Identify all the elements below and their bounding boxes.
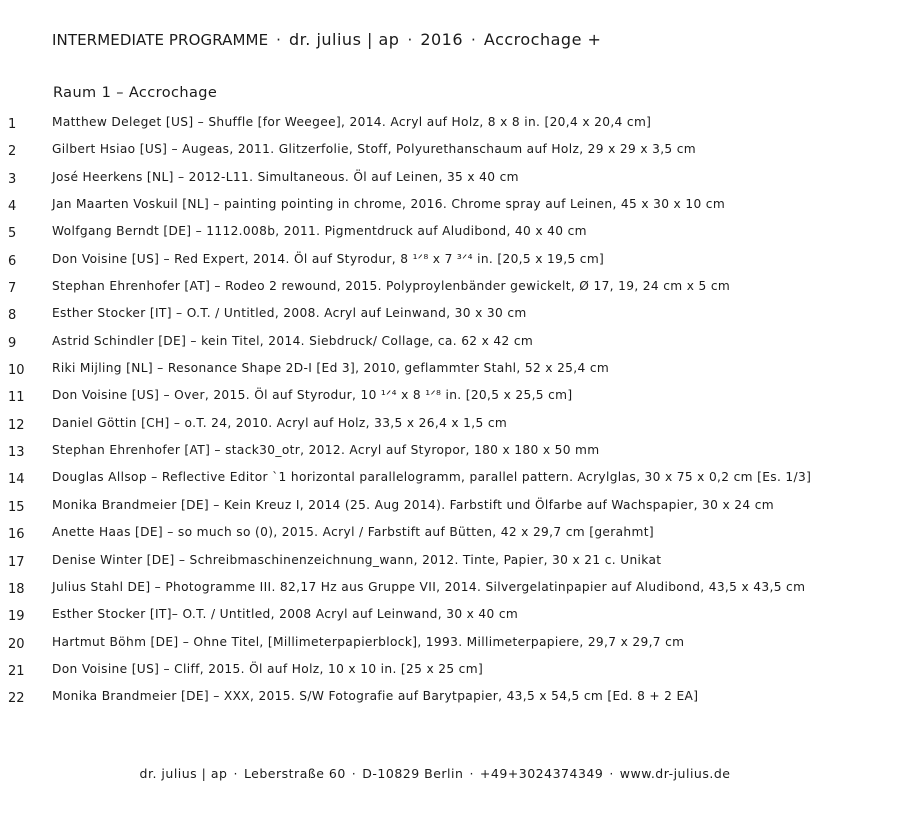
item-text: Don Voisine [US] – Over, 2015. Öl auf Styrodur, 10 ¹ᐟ⁴ x 8 ¹ᐟ⁸ in. [20,5 x 25,5 cm] — [52, 388, 573, 403]
item-text: Douglas Allsop – Reflective Editor `1 horizontal parallelogramm, parallel pattern. Acrylglas, 30 x 75 x 0,2 cm [Es. 1/3] — [52, 470, 812, 485]
footer-website: www.dr-julius.de — [619, 766, 731, 781]
item-number: 11 — [8, 390, 25, 406]
item-number: 13 — [8, 445, 25, 461]
item-number: 5 — [8, 226, 17, 242]
item-text: Gilbert Hsiao [US] – Augeas, 2011. Glitzerfolie, Stoff, Polyurethanschaum auf Holz, 29 x 29 x 3,5 cm — [52, 142, 697, 157]
item-number: 8 — [8, 308, 17, 324]
item-number: 2 — [8, 144, 17, 160]
list-item — [0, 168, 900, 195]
item-text: Daniel Göttin [CH] – o.T. 24, 2010. Acryl auf Holz, 33,5 x 26,4 x 1,5 cm — [52, 415, 508, 430]
section-title: Raum 1 – Accrochage — [53, 85, 218, 101]
list-item — [0, 468, 900, 495]
list-item — [0, 250, 900, 277]
list-item — [0, 332, 900, 359]
list-item — [0, 195, 900, 222]
item-number: 9 — [8, 335, 17, 351]
item-text: Julius Stahl DE] – Photogramme III. 82,17 Hz aus Gruppe VII, 2014. Silvergelatinpapier auf Aludibond, 43,5 x 43,5 cm — [52, 579, 806, 594]
list-item — [0, 605, 900, 632]
item-number: 6 — [8, 253, 17, 269]
item-text: Wolfgang Berndt [DE] – 1112.008b, 2011. Pigmentdruck auf Aludibond, 40 x 40 cm — [52, 224, 587, 239]
item-number: 1 — [8, 117, 17, 132]
item-text: Jan Maarten Voskuil [NL] – painting pointing in chrome, 2016. Chrome spray auf Leinen, 45 x 30 x 10 cm — [52, 197, 726, 212]
item-number: 22 — [8, 691, 25, 707]
item-number: 20 — [8, 636, 25, 652]
page-header — [52, 30, 601, 49]
page-footer — [0, 766, 870, 781]
list-item — [0, 551, 900, 578]
item-text: José Heerkens [NL] – 2012-L11. Simultaneous. Öl auf Leinen, 35 x 40 cm — [52, 169, 519, 184]
item-text: Stephan Ehrenhofer [AT] – stack30_otr, 2012. Acryl auf Styropor, 180 x 180 x 50 mm — [52, 443, 600, 458]
list-item — [0, 687, 900, 714]
footer-brand: dr. julius | ap — [139, 766, 228, 781]
event-label: Accrochage + — [483, 30, 602, 49]
item-number: 14 — [8, 472, 25, 488]
item-text: Esther Stocker [IT] – O.T. / Untitled, 2008. Acryl auf Leinwand, 30 x 30 cm — [52, 306, 527, 321]
footer-separator: · — [351, 766, 357, 781]
header-separator: · — [407, 31, 413, 49]
footer-separator: · — [233, 766, 238, 781]
program-label: INTERMEDIATE PROGRAMME — [52, 31, 269, 49]
list-item — [0, 304, 900, 331]
list-item — [0, 578, 900, 605]
list-item — [0, 277, 900, 304]
year-label: 2016 — [420, 30, 464, 49]
list-item — [0, 496, 900, 523]
item-number: 17 — [8, 554, 25, 570]
footer-separator: · — [469, 766, 474, 781]
item-number: 10 — [8, 363, 25, 379]
list-item — [0, 523, 900, 550]
item-number: 3 — [8, 171, 17, 187]
item-text: Don Voisine [US] – Cliff, 2015. Öl auf Holz, 10 x 10 in. [25 x 25 cm] — [52, 661, 484, 676]
footer-phone: +49+3024374349 — [479, 766, 604, 781]
list-item — [0, 441, 900, 468]
list-item — [0, 113, 900, 140]
list-item — [0, 222, 900, 249]
header-separator: · — [276, 31, 282, 49]
item-number: 12 — [8, 417, 25, 433]
footer-separator: · — [609, 766, 614, 781]
item-text: Matthew Deleget [US] – Shuffle [for Weegee], 2014. Acryl auf Holz, 8 x 8 in. [20,4 x 20,4 cm] — [52, 115, 652, 129]
brand-name: dr. julius | ap — [289, 30, 400, 49]
item-text: Esther Stocker [IT]– O.T. / Untitled, 2008 Acryl auf Leinwand, 30 x 40 cm — [52, 607, 519, 622]
item-number: 7 — [8, 281, 17, 297]
list-item — [0, 633, 900, 660]
item-text: Hartmut Böhm [DE] – Ohne Titel, [Millimeterpapierblock], 1993. Millimeterpapiere, 29,7 x 29,7 cm — [52, 634, 685, 649]
footer-city: D-10829 Berlin — [362, 766, 464, 781]
footer-street: Leberstraße 60 — [243, 766, 346, 781]
item-text: Stephan Ehrenhofer [AT] – Rodeo 2 rewound, 2015. Polyproylenbänder gewickelt, Ø 17, 19, 24 cm x 5 cm — [52, 279, 731, 294]
item-number: 16 — [8, 527, 25, 543]
artwork-list — [0, 113, 900, 715]
item-text: Astrid Schindler [DE] – kein Titel, 2014. Siebdruck/ Collage, ca. 62 x 42 cm — [52, 333, 534, 348]
list-item — [0, 386, 900, 413]
item-text: Denise Winter [DE] – Schreibmaschinenzeichnung_wann, 2012. Tinte, Papier, 30 x 21 c. Unikat — [52, 552, 662, 567]
item-text: Monika Brandmeier [DE] – XXX, 2015. S/W Fotografie auf Barytpapier, 43,5 x 54,5 cm [Ed. 8 + 2 EA] — [52, 689, 699, 704]
list-item — [0, 660, 900, 687]
item-number: 19 — [8, 609, 25, 625]
item-number: 18 — [8, 581, 25, 597]
list-item — [0, 359, 900, 386]
item-number: 4 — [8, 199, 17, 215]
item-number: 21 — [8, 663, 25, 679]
list-item — [0, 414, 900, 441]
item-text: Monika Brandmeier [DE] – Kein Kreuz I, 2014 (25. Aug 2014). Farbstift und Ölfarbe auf Wachspapier, 30 x 24 cm — [52, 497, 774, 512]
item-text: Don Voisine [US] – Red Expert, 2014. Öl auf Styrodur, 8 ¹ᐟ⁸ x 7 ³ᐟ⁴ in. [20,5 x 19,5 cm] — [52, 251, 605, 266]
header-separator: · — [471, 31, 476, 49]
item-number: 15 — [8, 499, 25, 515]
list-item — [0, 140, 900, 167]
item-text: Riki Mijling [NL] – Resonance Shape 2D-I [Ed 3], 2010, geflammter Stahl, 52 x 25,4 cm — [52, 361, 610, 376]
item-text: Anette Haas [DE] – so much so (0), 2015. Acryl / Farbstift auf Bütten, 42 x 29,7 cm [gerahmt] — [52, 525, 654, 540]
